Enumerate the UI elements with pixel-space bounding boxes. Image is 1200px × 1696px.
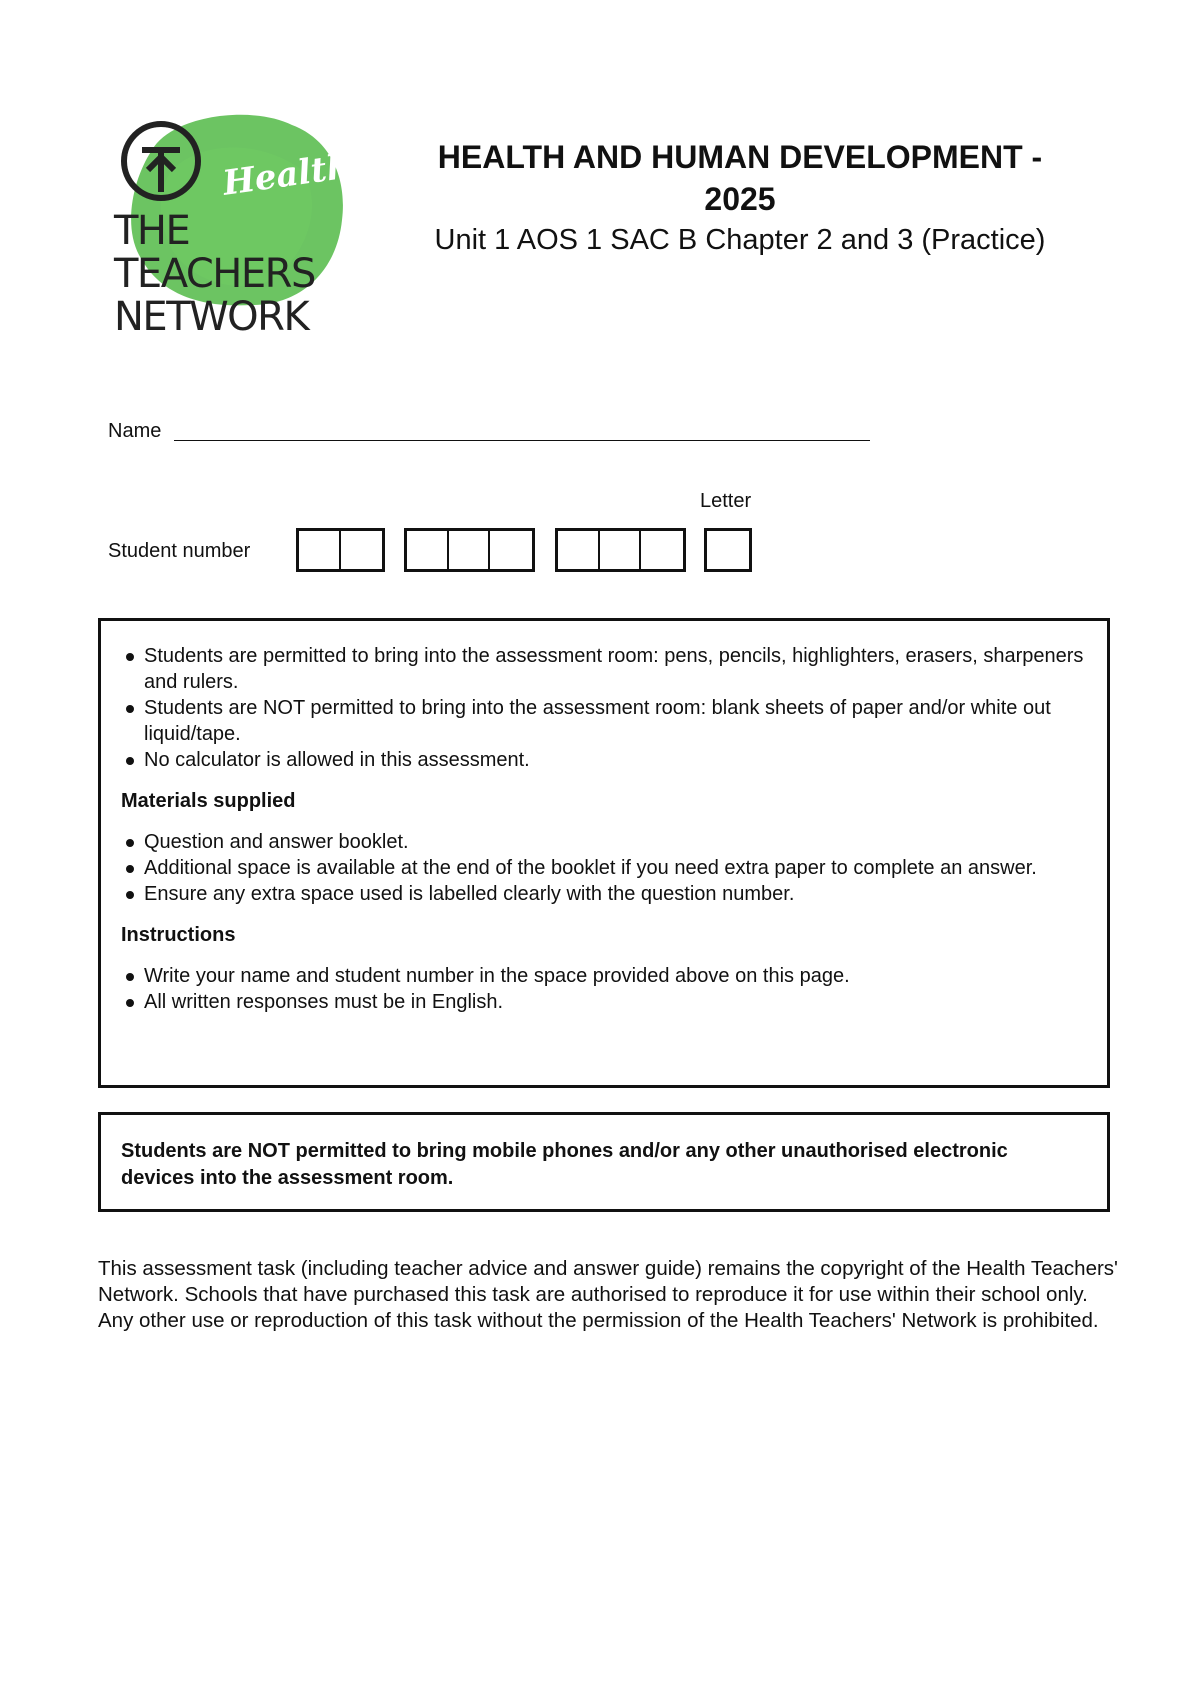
rules-list bbox=[121, 643, 1085, 773]
copyright-notice: This assessment task (including teacher advice and answer guide) remains the copyright of the Health Teachers' Network. Schools that have purchased this task are authorised to reproduce it for use within their school only. Any other use or reproduction of this task without the permission of the Health Teachers' Network is prohibited. bbox=[98, 1257, 1118, 1332]
student-number-group-2 bbox=[404, 528, 535, 572]
name-field[interactable] bbox=[174, 440, 870, 441]
warning-text: Students are NOT permitted to bring mobile phones and/or any other unauthorised electronic devices into the assessment room. bbox=[121, 1140, 1008, 1189]
list-item: Question and answer booklet. bbox=[121, 829, 1085, 855]
page-subtitle: Unit 1 AOS 1 SAC B Chapter 2 and 3 (Practice) bbox=[434, 224, 1046, 256]
student-number-digit-box[interactable] bbox=[558, 531, 600, 569]
logo-org-line: NETWORK bbox=[114, 294, 309, 340]
student-number-group-3 bbox=[555, 528, 686, 572]
rules-box bbox=[98, 618, 1110, 1088]
student-number-digit-box[interactable] bbox=[490, 531, 532, 569]
warning-box bbox=[98, 1112, 1110, 1212]
logo-org-name bbox=[114, 210, 315, 339]
materials-heading: Materials supplied bbox=[121, 790, 296, 812]
title-line: HEALTH AND HUMAN DEVELOPMENT - bbox=[437, 139, 1043, 175]
list-item: Ensure any extra space used is labelled clearly with the question number. bbox=[121, 881, 1085, 907]
student-number-digit-box[interactable] bbox=[299, 531, 341, 569]
instructions-heading: Instructions bbox=[121, 924, 236, 946]
title-year: 2025 bbox=[704, 181, 776, 217]
student-number-digit-box[interactable] bbox=[407, 531, 449, 569]
page-title bbox=[380, 136, 1100, 220]
page-header bbox=[380, 136, 1100, 258]
student-number-letter-group bbox=[704, 528, 752, 572]
list-item: Students are permitted to bring into the assessment room: pens, pencils, highlighters, erasers, sharpeners and rulers. bbox=[121, 643, 1085, 695]
teachers-network-emblem-icon bbox=[118, 118, 208, 208]
name-label: Name bbox=[108, 420, 162, 442]
student-number-group-1 bbox=[296, 528, 385, 572]
student-number-digit-box[interactable] bbox=[600, 531, 642, 569]
student-number-digit-box[interactable] bbox=[341, 531, 382, 569]
list-item: No calculator is allowed in this assessment. bbox=[121, 747, 1085, 773]
logo bbox=[112, 110, 352, 340]
list-item: Write your name and student number in the space provided above on this page. bbox=[121, 963, 1085, 989]
student-number-letter-box[interactable] bbox=[707, 531, 749, 569]
logo-org-line: TEACHERS bbox=[114, 251, 315, 297]
instructions-list bbox=[121, 963, 1085, 1015]
list-item: Additional space is available at the end of the booklet if you need extra paper to complete an answer. bbox=[121, 855, 1085, 881]
logo-health-word: Health bbox=[220, 146, 354, 204]
student-number-digit-box[interactable] bbox=[449, 531, 491, 569]
list-item: Students are NOT permitted to bring into the assessment room: blank sheets of paper and/or white out liquid/tape. bbox=[121, 695, 1085, 747]
letter-label: Letter bbox=[700, 490, 752, 512]
student-number-label: Student number bbox=[108, 540, 251, 562]
materials-list bbox=[121, 829, 1085, 907]
student-number-digit-box[interactable] bbox=[641, 531, 683, 569]
list-item: All written responses must be in English. bbox=[121, 989, 1085, 1015]
logo-org-line: THE bbox=[114, 208, 190, 254]
